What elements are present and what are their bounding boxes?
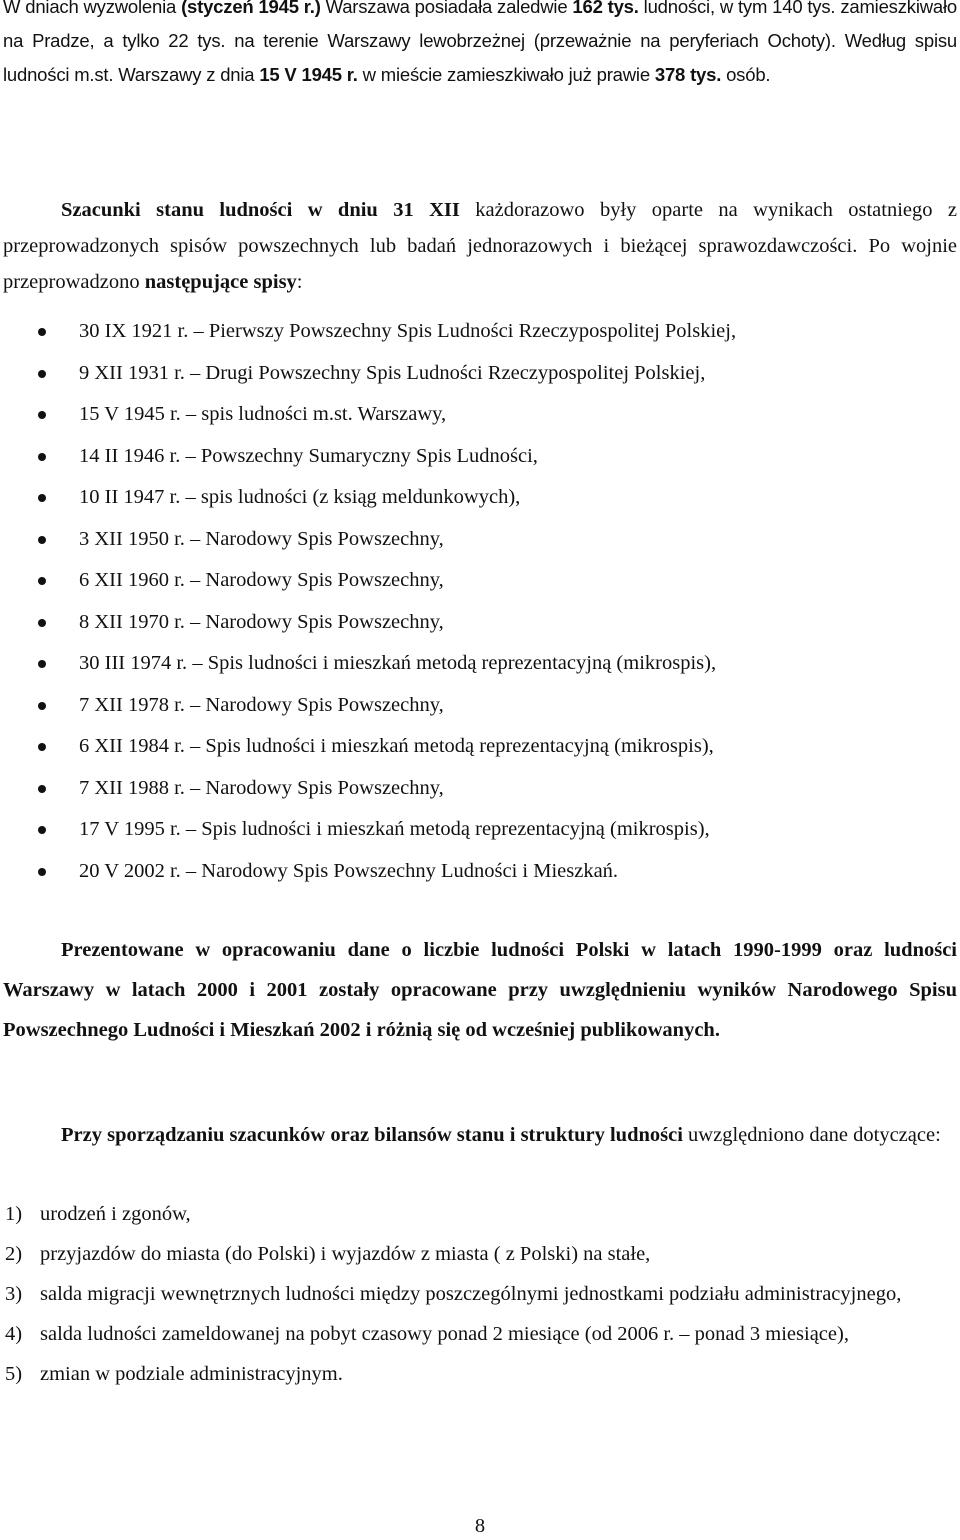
census-date: 15 V 1945 r. [79, 403, 181, 425]
intro-paragraph [3, 0, 957, 92]
estimates-text-1: każdorazowo były oparte na wynikach ostatniego z przeprowadzonych spisów powszechnych lub badań jednorazowych i bieżącej sprawozdawczości. Po wojnie przeprowadzono [3, 199, 957, 293]
bullet-icon [38, 328, 46, 336]
census-description: Powszechny Sumaryczny Spis Ludności, [200, 444, 538, 467]
bullet-icon [38, 660, 46, 668]
census-date: 10 II 1947 r. [79, 486, 181, 508]
census-date: 8 XII 1970 r. [79, 610, 185, 633]
factor-text: przyjazdów do miasta (do Polski) i wyjazdów z miasta ( z Polski) na stałe, [40, 1243, 651, 1265]
bullet-icon [38, 743, 46, 751]
factor-text: urodzeń i zgonów, [40, 1203, 191, 1225]
census-item: 7 XII 1988 r. – Narodowy Spis Powszechny, [0, 768, 900, 810]
census-item: 30 IX 1921 r. – Pierwszy Powszechny Spis Ludności Rzeczypospolitej Polskiej, [0, 311, 900, 353]
factors-paragraph [3, 1116, 957, 1154]
census-item: 3 XII 1950 r. – Narodowy Spis Powszechny, [0, 519, 900, 561]
factor-number: 1) [5, 1203, 23, 1225]
factor-text: zmian w podziale administracyjnym. [40, 1363, 343, 1385]
census-date: 3 XII 1950 r. [79, 527, 185, 550]
census-date: 9 XII 1931 r. [79, 361, 185, 384]
census-item: 6 XII 1984 r. – Spis ludności i mieszkań metodą reprezentacyjną (mikrospis), [0, 726, 900, 768]
census-description: Narodowy Spis Powszechny, [205, 569, 444, 591]
bullet-icon [38, 577, 46, 585]
intro-bold-census-date: 15 V 1945 r. [259, 64, 358, 85]
census-date: 14 II 1946 r. [79, 444, 181, 467]
factor-number: 2) [5, 1243, 23, 1265]
census-item: 30 III 1974 r. – Spis ludności i mieszkań metodą reprezentacyjną (mikrospis), [0, 643, 900, 685]
factors-list [0, 1194, 957, 1394]
factor-number: 3) [5, 1283, 23, 1305]
factor-number: 4) [5, 1323, 23, 1345]
factor-item [0, 1234, 957, 1274]
bullet-icon [38, 453, 46, 461]
census-description: Narodowy Spis Powszechny, [205, 693, 444, 716]
factor-item [0, 1194, 957, 1234]
estimates-paragraph [3, 192, 957, 300]
intro-text-3: ludności, w tym 140 tys. zamieszkiwało na Pradze, a tylko 22 tys. na terenie Warszawy lewobrzeżnej (przeważnie na peryferiach Ochoty). Według spisu ludności m.st. Warszawy z dnia [3, 0, 957, 85]
factor-item [0, 1314, 957, 1354]
census-item: 10 II 1947 r. – spis ludności (z ksiąg meldunkowych), [0, 477, 900, 519]
revision-paragraph: Prezentowane w opracowaniu dane o liczbie ludności Polski w latach 1990-1999 oraz ludności Warszawy w latach 2000 i 2001 zostały opracowane przy uwzględnieniu wyników Narodowego Spisu Powszechnego Ludności i Mieszkań 2002 i różnią się od wcześniej publikowanych. [3, 939, 957, 1041]
census-description: Drugi Powszechny Spis Ludności Rzeczypospolitej Polskiej, [205, 361, 706, 384]
census-item: 15 V 1945 r. – spis ludności m.st. Warszawy, [0, 394, 900, 436]
census-date: 7 XII 1988 r. [79, 776, 185, 799]
census-description: Spis ludności i mieszkań metodą reprezentacyjną (mikrospis), [205, 735, 714, 757]
factor-text: salda migracji wewnętrznych ludności między poszczególnymi jednostkami podziału administracyjnego, [40, 1283, 902, 1305]
intro-bold-count: 378 tys. [654, 64, 722, 85]
census-description: spis ludności (z ksiąg meldunkowych), [200, 486, 521, 508]
bullet-icon [38, 826, 46, 834]
page-number: 8 [474, 1515, 486, 1537]
factor-text: salda ludności zameldowanej na pobyt czasowy ponad 2 miesiące (od 2006 r. – ponad 3 miesiące), [40, 1323, 849, 1345]
census-description: spis ludności m.st. Warszawy, [201, 403, 447, 425]
bullet-icon [38, 370, 46, 378]
bullet-icon [38, 785, 46, 793]
intro-text-1: W dniach wyzwolenia [3, 0, 182, 17]
census-description: Pierwszy Powszechny Spis Ludności Rzeczypospolitej Polskiej, [208, 320, 737, 342]
census-item: 6 XII 1960 r. – Narodowy Spis Powszechny, [0, 560, 900, 602]
census-date: 6 XII 1984 r. [79, 735, 185, 757]
census-date: 17 V 1995 r. [79, 818, 181, 840]
census-description: Spis ludności i mieszkań metodą reprezentacyjną (mikrospis), [207, 652, 717, 674]
estimates-bold-spisy: następujące spisy [144, 271, 297, 293]
estimates-bold-lead: Szacunki stanu ludności w dniu 31 XII [61, 199, 460, 221]
census-description: Narodowy Spis Powszechny, [205, 610, 444, 633]
census-date: 6 XII 1960 r. [79, 569, 185, 591]
factor-number: 5) [5, 1363, 23, 1385]
factors-bold-lead: Przy sporządzaniu szacunków oraz bilansów stanu i struktury ludności [61, 1124, 683, 1146]
census-item: 17 V 1995 r. – Spis ludności i mieszkań metodą reprezentacyjną (mikrospis), [0, 809, 900, 851]
census-date: 30 III 1974 r. [79, 652, 188, 674]
census-description: Narodowy Spis Powszechny Ludności i Mieszkań. [201, 859, 619, 882]
intro-bold-population: 162 tys. [572, 0, 639, 17]
census-item: 20 V 2002 r. – Narodowy Spis Powszechny Ludności i Mieszkań. [0, 851, 900, 893]
census-date: 20 V 2002 r. [79, 859, 181, 882]
bullet-icon [38, 702, 46, 710]
intro-text-4: w mieście zamieszkiwało już prawie [357, 64, 655, 85]
intro-text-2: Warszawa posiadała zaledwie [320, 0, 573, 17]
census-item: 14 II 1946 r. – Powszechny Sumaryczny Spis Ludności, [0, 436, 900, 478]
census-item: 8 XII 1970 r. – Narodowy Spis Powszechny, [0, 602, 900, 644]
bullet-icon [38, 494, 46, 502]
census-list [0, 311, 900, 892]
intro-text-5: osób. [721, 64, 771, 85]
census-description: Spis ludności i mieszkań metodą reprezentacyjną (mikrospis), [201, 818, 710, 840]
estimates-text-2: : [296, 271, 303, 293]
census-date: 7 XII 1978 r. [79, 693, 185, 716]
census-item: 7 XII 1978 r. – Narodowy Spis Powszechny, [0, 685, 900, 727]
bullet-icon [38, 411, 46, 419]
bullet-icon [38, 536, 46, 544]
factors-text-1: uwzględniono dane dotyczące: [682, 1124, 941, 1146]
bullet-icon [38, 868, 46, 876]
census-description: Narodowy Spis Powszechny, [205, 776, 444, 799]
factor-item [0, 1274, 957, 1314]
intro-bold-date: (styczeń 1945 r.) [181, 0, 321, 17]
census-description: Narodowy Spis Powszechny, [205, 527, 444, 550]
census-date: 30 IX 1921 r. [79, 320, 189, 342]
census-item: 9 XII 1931 r. – Drugi Powszechny Spis Ludności Rzeczypospolitej Polskiej, [0, 353, 900, 395]
bullet-icon [38, 619, 46, 627]
factor-item [0, 1354, 957, 1394]
